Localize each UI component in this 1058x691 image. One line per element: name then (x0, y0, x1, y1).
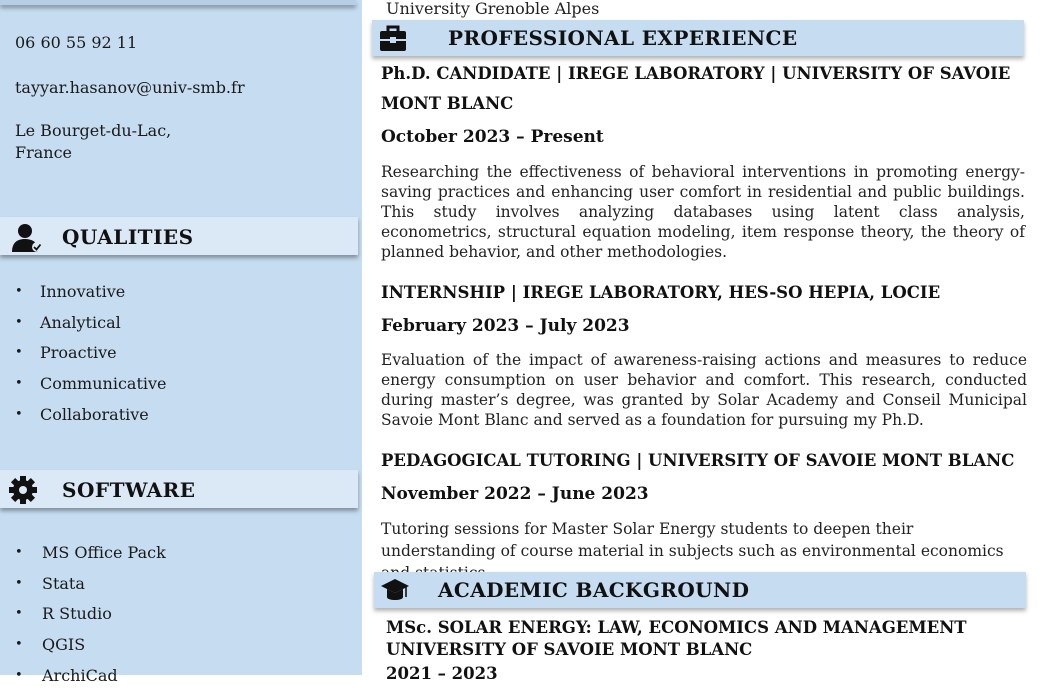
bullet: • (15, 345, 23, 361)
experience-title: PROFESSIONAL EXPERIENCE (448, 26, 798, 50)
bullet: • (15, 406, 23, 422)
software-label: QGIS (42, 635, 86, 655)
software-header (0, 470, 358, 508)
job-date: November 2022 – June 2023 (381, 484, 649, 504)
job-description: Researching the effectiveness of behavioral interventions in promoting energy-saving practices and enhancing user comfort in residential and public buildings. This study involves analyzing databases using latent class analysis, econometrics, structural equation modeling, item response theory, the theory of planned behavior, and other methodologies. (381, 163, 1025, 261)
quality-label: Analytical (40, 312, 121, 332)
job-title: PEDAGOGICAL TUTORING | UNIVERSITY OF SAVOIE MONT BLANC (381, 451, 1015, 470)
job-description: Evaluation of the impact of awareness-raising actions and measures to reduce energy consumption on user behavior and comfort. This research, conducted during master’s degree, was granted by Solar Academy and Conseil Municipal Savoie Mont Blanc and served as a foundation for pursuing my Ph.D. (381, 351, 1027, 429)
academic-header (374, 572, 1026, 608)
job-title: INTERNSHIP | IREGE LABORATORY, HES-SO HEPIA, LOCIE (381, 283, 941, 302)
software-title: SOFTWARE (62, 478, 196, 502)
bullet: • (15, 545, 23, 560)
quality-label: Collaborative (40, 404, 149, 424)
bullet: • (15, 606, 23, 622)
quality-label: Innovative (40, 282, 126, 301)
bullet: • (15, 376, 23, 392)
qualities-title: QUALITIES (62, 225, 194, 249)
job-date: October 2023 – Present (381, 127, 604, 147)
quality-label: Communicative (40, 374, 167, 394)
sidebar (0, 0, 362, 685)
email-address: tayyar.hasanov@univ-smb.fr (15, 78, 245, 97)
qualities-header (0, 217, 358, 255)
quality-label: Proactive (40, 343, 117, 363)
software-label: ArchiCad (42, 665, 118, 685)
bullet: • (15, 637, 23, 653)
software-label: MS Office Pack (42, 543, 166, 562)
experience-header (372, 20, 1024, 56)
academic-title: ACADEMIC BACKGROUND (438, 578, 750, 602)
cropped-university-line: University Grenoble Alpes (386, 0, 600, 18)
bullet: • (15, 314, 23, 330)
user-check-icon (10, 222, 44, 252)
graduation-cap-icon (380, 575, 410, 605)
degree-years: 2021 – 2023 (386, 664, 498, 683)
briefcase-icon (378, 23, 408, 53)
software-label: R Studio (42, 604, 112, 624)
bullet: • (15, 667, 23, 683)
job-title: Ph.D. CANDIDATE | IREGE LABORATORY | UNIVERSITY OF SAVOIE MONT BLANC (381, 64, 1011, 113)
software-label: Stata (42, 573, 85, 593)
bullet: • (15, 284, 23, 299)
sidebar-top-bar (0, 0, 356, 5)
gear-icon (10, 475, 44, 505)
school-name: UNIVERSITY OF SAVOIE MONT BLANC (386, 640, 753, 659)
address-line-1: Le Bourget-du-Lac, (15, 121, 172, 140)
bullet: • (15, 575, 23, 591)
job-description: Tutoring sessions for Master Solar Energy students to deepen their understanding of course material in subjects such as environmental economics (381, 520, 1004, 560)
degree-title: MSc. SOLAR ENERGY: LAW, ECONOMICS AND MANAGEMENT (386, 618, 967, 637)
job-date: February 2023 – July 2023 (381, 316, 630, 336)
phone-number: 06 60 55 92 11 (15, 33, 138, 52)
address-line-2: France (15, 143, 73, 162)
